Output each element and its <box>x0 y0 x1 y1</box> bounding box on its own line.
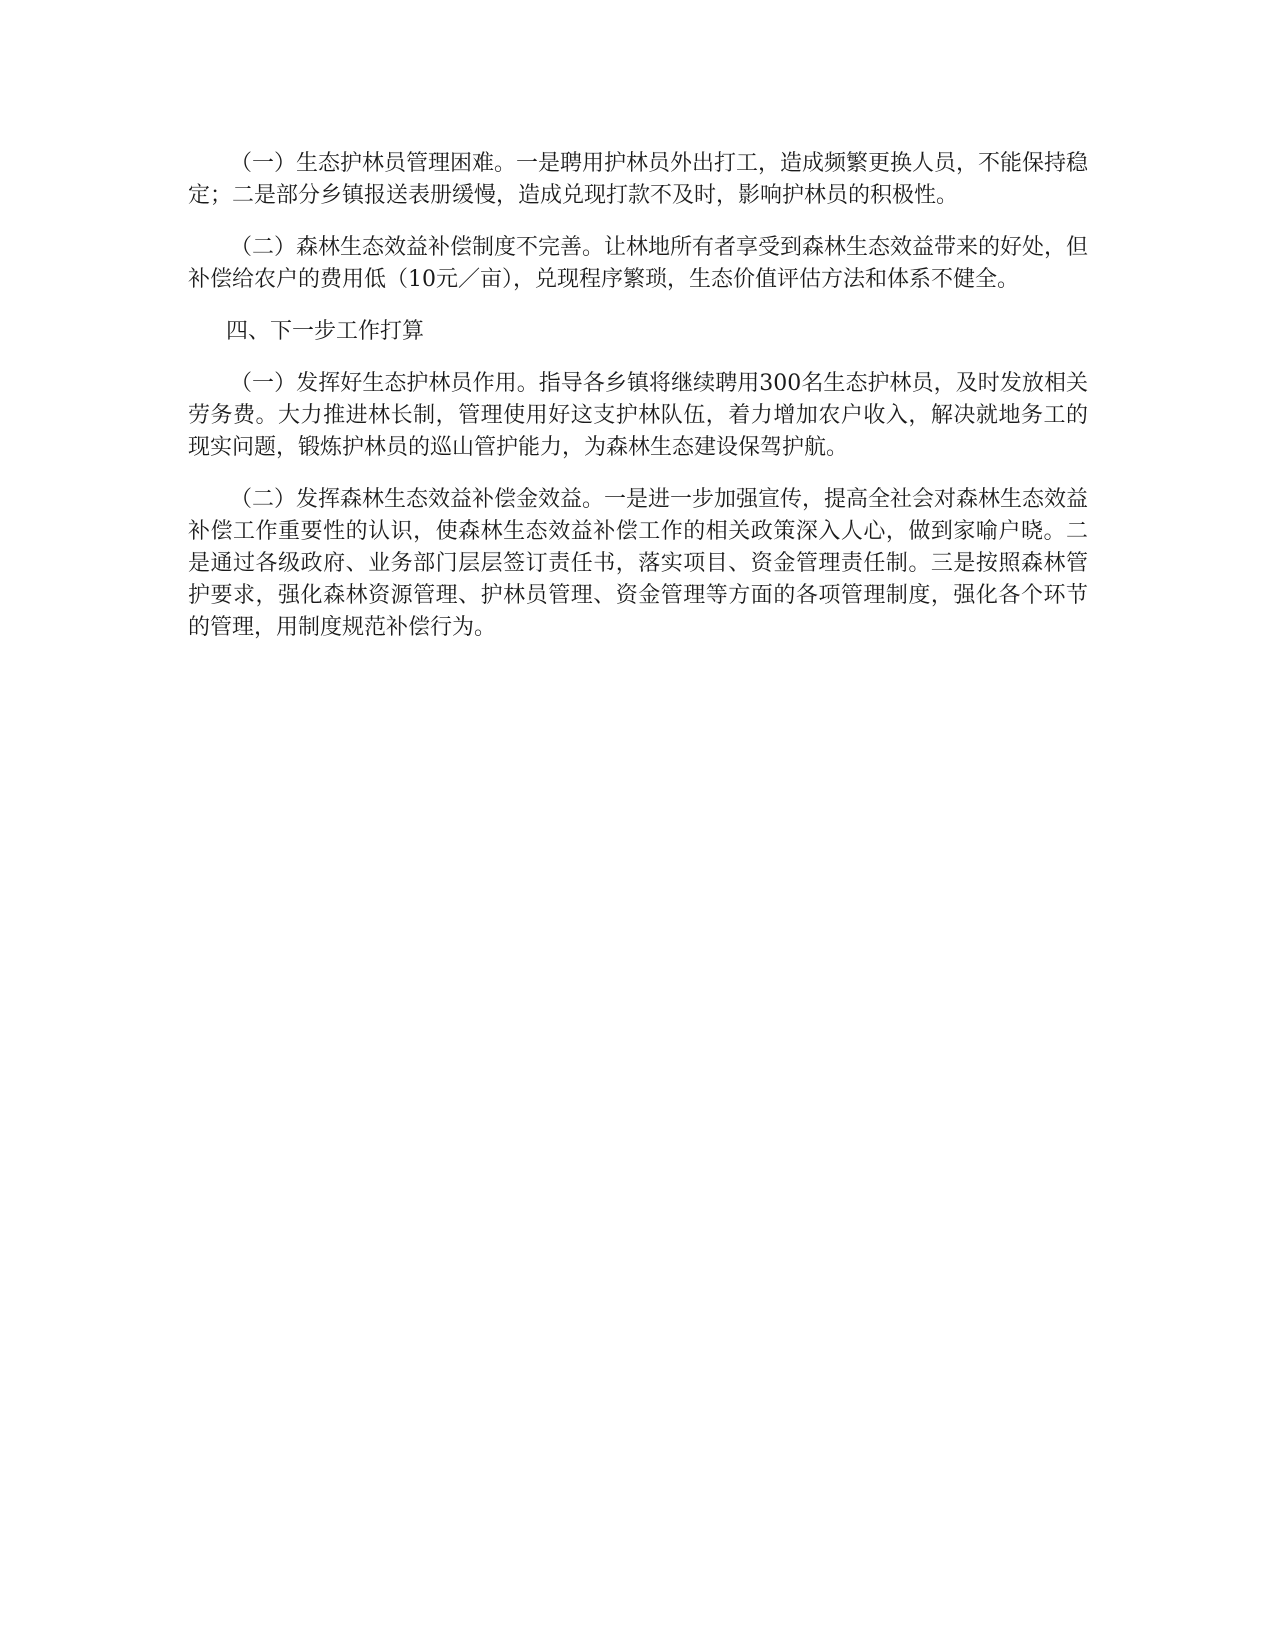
paragraph-compensation-system: （二）森林生态效益补偿制度不完善。让林地所有者享受到森林生态效益带来的好处，但补偿给农户的费用低（10元／亩），兑现程序繁琐，生态价值评估方法和体系不健全。 <box>188 235 1089 292</box>
paragraph-compensation-benefits: （二）发挥森林生态效益补偿金效益。一是进一步加强宣传，提高全社会对森林生态效益补偿工作重要性的认识，使森林生态效益补偿工作的相关政策深入人心，做到家喻户晓。二是通过各级政府、业务部门层层签订责任书，落实项目、资金管理责任制。三是按照森林管护要求，强化森林资源管理、护林员管理、资金管理等方面的各项管理制度，强化各个环节的管理，用制度规范补偿行为。 <box>188 487 1089 640</box>
paragraph-ranger-role: （一）发挥好生态护林员作用。指导各乡镇将继续聘用300名生态护林员，及时发放相关劳务费。大力推进林长制，管理使用好这支护林队伍，着力增加农户收入，解决就地务工的现实问题，锻炼护林员的巡山管护能力，为森林生态建设保驾护航。 <box>188 371 1088 460</box>
section-heading-next-steps: 四、下一步工作打算 <box>226 319 425 344</box>
paragraph-forest-ranger-management: （一）生态护林员管理困难。一是聘用护林员外出打工，造成频繁更换人员，不能保持稳定；二是部分乡镇报送表册缓慢，造成兑现打款不及时，影响护林员的积极性。 <box>188 151 1089 208</box>
document-body <box>188 148 1088 664</box>
